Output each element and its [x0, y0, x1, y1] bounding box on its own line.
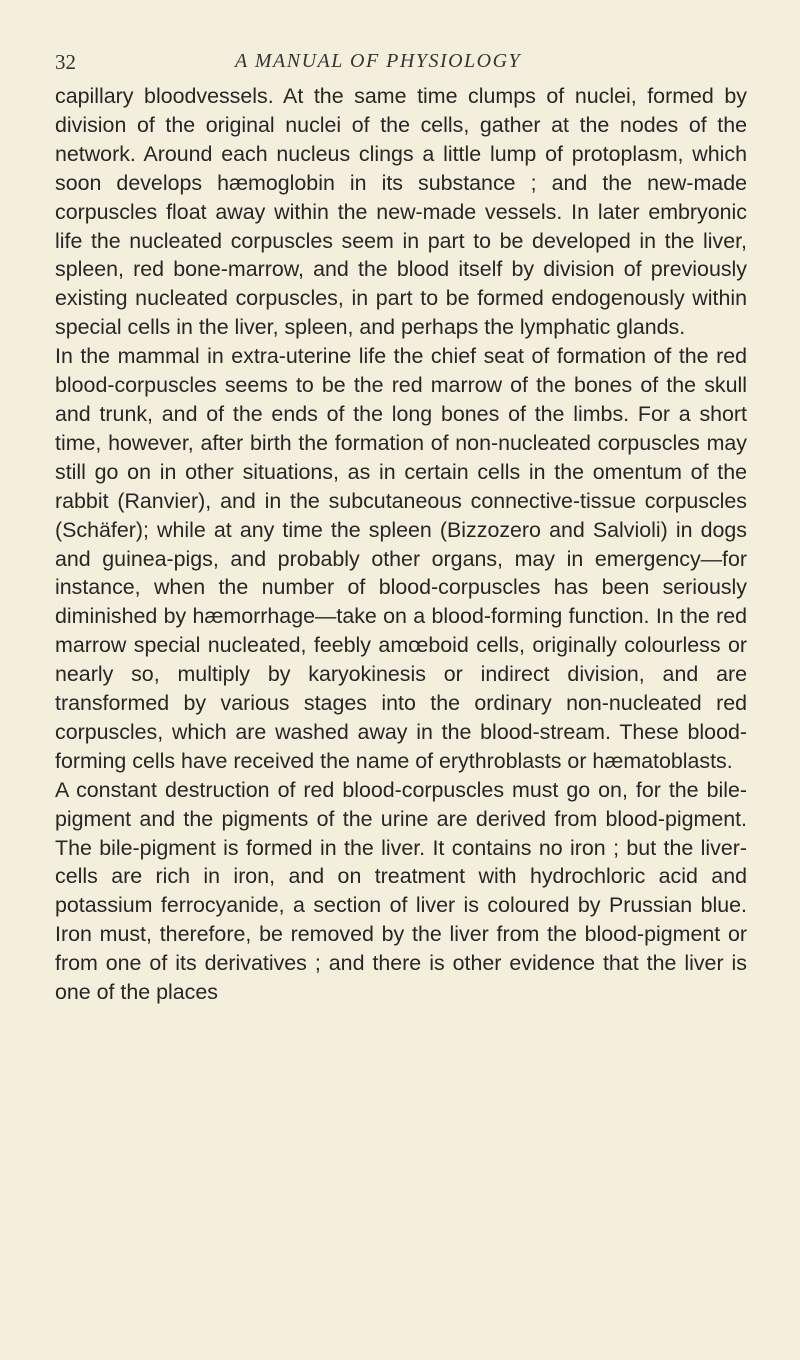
paragraph-continuation: capillary bloodvessels. At the same time clumps of nuclei, formed by division of the original nuclei of the cells, gather at the nodes of the network. Around each nucleus clings a little lump of protoplasm, which soon develops hæmoglobin in its substance ; and the new-made corpuscles float away within the new-made vessels. In later embryonic life the nucleated corpuscles seem in part to be developed in the liver, spleen, red bone-marrow, and the blood itself by division of previously existing nucleated corpuscles, in part to be formed endogenously within special cells in the liver, spleen, and perhaps the lymphatic glands. [55, 84, 747, 340]
page-header [55, 50, 745, 80]
page-number: 32 [55, 50, 76, 74]
paragraph-erythropoiesis: In the mammal in extra-uterine life the chief seat of formation of the red blood-corpuscles seems to be the red marrow of the bones of the skull and trunk, and of the ends of the long bones of the limbs. For a short time, however, after birth the formation of non-nucleated corpuscles may still go on in other situations, as in certain cells in the omentum of the rabbit (Ranvier), and in the subcutaneous connective-tissue corpuscles (Schäfer); while at any time the spleen (Bizzozero and Salvioli) in dogs and guinea-pigs, and probably other organs, may in emergency—for instance, when the number of blood-corpuscles has been seriously diminished by hæmorrhage—take on a blood-forming function. In the red marrow special nucleated, feebly amœboid cells, originally colourless or nearly so, multiply by karyokinesis or indirect division, and are transformed by various stages into the ordinary non-nucleated red corpuscles, which are washed away in the blood-stream. These blood-forming cells have received the name of erythroblasts or hæmatoblasts. [55, 344, 747, 773]
paragraph-destruction: A constant destruction of red blood-corpuscles must go on, for the bile-pigment and the pigments of the urine are derived from blood-pigment. The bile-pigment is formed in the liver. It contains no iron ; but the liver-cells are rich in iron, and on treatment with hydrochloric acid and potassium ferrocyanide, a section of liver is coloured by Prussian blue. Iron must, therefore, be removed by the liver from the blood-pigment or from one of its derivatives ; and there is other evidence that the liver is one of the places [55, 777, 747, 1005]
body-text [55, 82, 747, 1007]
running-title: A MANUAL OF PHYSIOLOGY [235, 50, 522, 72]
